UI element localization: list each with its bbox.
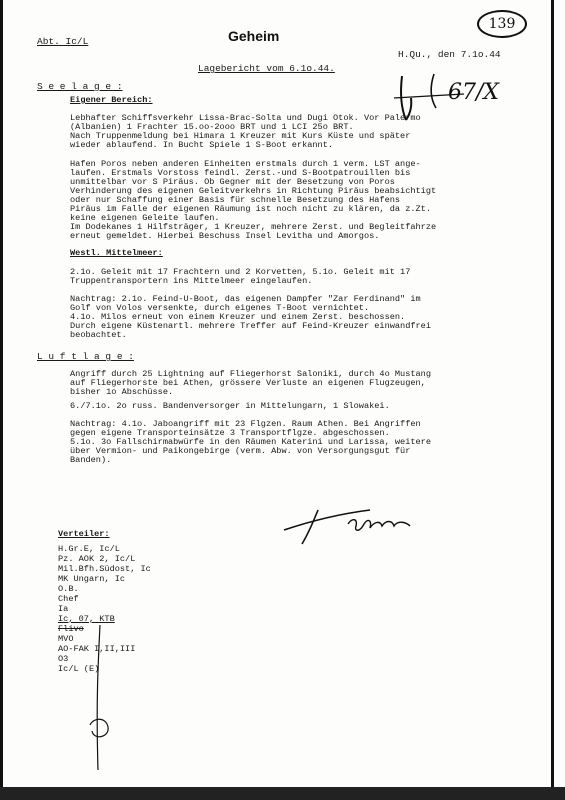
seelage-line: Truppentransportern ins Mittelmeer eingelaufen. [70,276,313,286]
seelage-line: 4.1o. Milos erneut von einem Kreuzer und einem Zerst. beschossen. [70,312,406,322]
luftlage-line: Angriff durch 25 Lightning auf Fliegerhorst Saloniki, durch 4o Mustang [70,369,431,379]
department-label: Abt. Ic/L [37,36,89,47]
handwritten-strike-mark [80,625,140,775]
verteiler-item: Ic, 07, KTB [58,614,115,624]
verteiler-item: Mil.Bfh.Südost, Ic [58,564,151,574]
seelage-line: Hafen Poros neben anderen Einheiten erstmals durch 1 verm. LST ange- [70,159,421,169]
seelage-line: Durch eigene Küstenartl. mehrere Treffer auf Feind-Kreuzer einwandfrei [70,321,431,331]
verteiler-heading: Verteiler: [58,529,110,539]
seelage-line: Verhinderung des eigenen Geleitverkehrs in Richtung Piräus beabsichtigt [70,186,437,196]
verteiler-item: O3 [58,654,69,664]
verteiler-item: O.B. [58,584,79,594]
seelage-line: Nachtrag: 2.1o. Feind-U-Boot, das eigenen Dampfer "Zar Ferdinand" im [70,294,421,304]
luftlage-line: auf Fliegerhorste bei Athen, grössere Verluste an eigenen Flugzeugen, [70,378,426,388]
luftlage-line: über Vermion- und Paikongebirge (verm. Abw. von Versorgungsgut für [70,446,411,456]
verteiler-item: H.Gr.E, Ic/L [58,544,120,554]
verteiler-item: Ia [58,604,69,614]
report-title: Lagebericht vom 6.1o.44. [198,63,335,74]
seelage-line: Nach Truppenmeldung bei Himara 1 Kreuzer mit Kurs Küste und später [70,131,411,141]
seelage-line: Im Dodekanes 1 Hilfsträger, 1 Kreuzer, mehrere Zerst. und Begleitfahrze [70,222,437,232]
luftlage-line: 5.1o. 3o Fallschirmabwürfe in den Räumen Katerini und Larissa, weitere [70,437,431,447]
signature [278,500,428,550]
luftlage-line: bisher 1o Abschüsse. [70,387,174,397]
verteiler-item: MVO [58,634,74,644]
seelage-line: keine eigenen Geleite laufen. [70,213,220,223]
classification-heading: Geheim [228,28,280,44]
verteiler-item: Flivo [58,624,84,634]
verteiler-item: Ic/L (E) [58,664,100,674]
seelage-heading: S e e l a g e : [37,81,123,92]
scan-edge-right [551,0,554,800]
seelage-line: erneut gemeldet. Hierbei Beschuss Insel Levitha und Amorgos. [70,231,380,241]
seelage-line: beobachtet. [70,330,127,340]
luftlage-heading: L u f t l a g e : [37,351,134,362]
verteiler-item: AO-FAK I,II,III [58,644,136,654]
page-number-stamp: 139 [477,10,527,38]
verteiler-item: Pz. AOK 2, Ic/L [58,554,136,564]
luftlage-line: gegen eigene Transporteinsätze 3 Transportflgze. abgeschossen. [70,428,390,438]
scan-edge-bottom [0,787,565,800]
seelage-line: (Albanien) 1 Frachter 15.oo-2ooo BRT und 1 LCI 25o BRT. [70,122,354,132]
verteiler-item: Chef [58,594,79,604]
seelage-line: wieder ablaufend. In Bucht Spiele 1 S-Boot erkannt. [70,140,334,150]
luftlage-line: Nachtrag: 4.1o. Jaboangriff mit 23 Flgzen. Raum Athen. Bei Angriffen [70,419,421,429]
eigener-bereich-heading: Eigener Bereich: [70,95,153,105]
westl-mittelmeer-heading: Westl. Mittelmeer: [70,248,163,258]
seelage-line: Lebhafter Schiffsverkehr Lissa-Brac-Solta und Dugi Otok. Vor Palermo [70,113,421,123]
place-date: H.Qu., den 7.1o.44 [398,49,501,60]
seelage-line: Piräus im Falle der eigenen Räumung ist noch nicht zu klären, da z.Zt. [70,204,431,214]
luftlage-line: Banden). [70,455,112,465]
verteiler-item: MK Ungarn, Ic [58,574,126,584]
seelage-line: unmittelbar vor S Piräus. Ob Gegner mit der Besetzung von Poros [70,177,395,187]
seelage-line: 2.1o. Geleit mit 17 Frachtern und 2 Korvetten, 5.1o. Geleit mit 17 [70,267,411,277]
seelage-line: oder nur Schaffung einer Basis für schnelle Besetzung des Hafens [70,195,401,205]
seelage-line: Golf von Volos versenkte, durch eigenes T-Boot vernichtet. [70,303,370,313]
seelage-line: laufen. Erstmals Vorstoss feindl. Zerst.-und S-Bootpatrouillen bis [70,168,411,178]
scan-edge-left [0,0,3,800]
luftlage-line: 6./7.1o. 2o russ. Bandenversorger in Mittelungarn, 1 Slowakei. [70,401,390,411]
handwritten-ref: 67/X [448,80,500,105]
